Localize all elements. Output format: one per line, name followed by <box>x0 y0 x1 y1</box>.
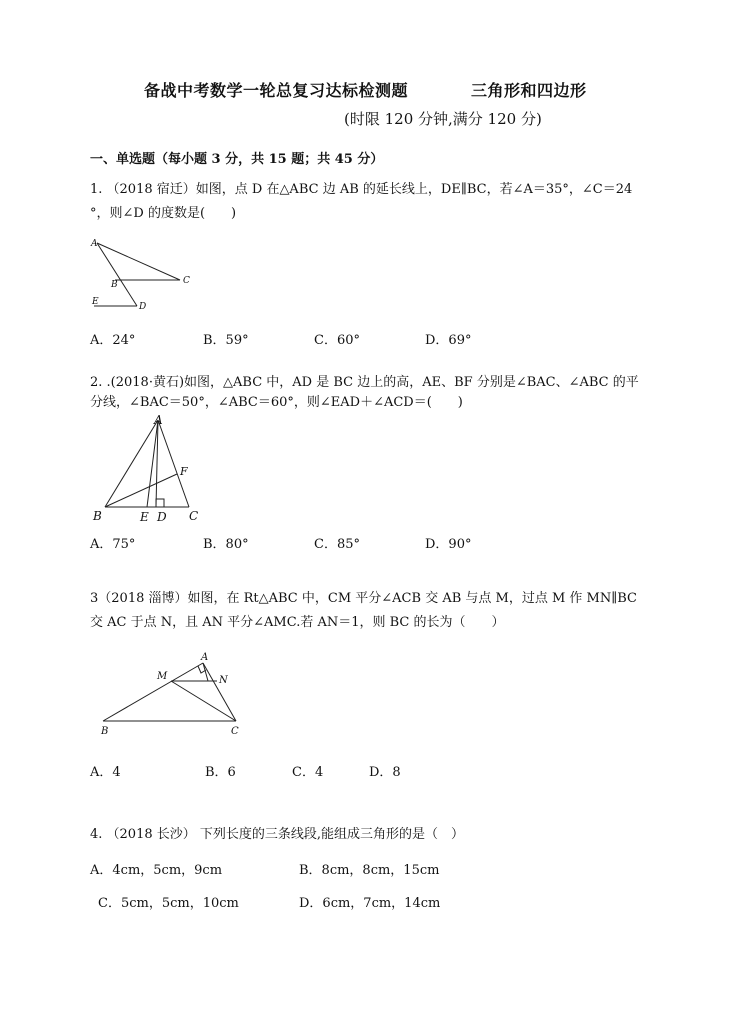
q1-label-d: D <box>139 302 147 312</box>
question-2-option-a[interactable]: A．75° <box>90 537 136 552</box>
question-4-option-b[interactable]: B．8cm，8cm，15cm <box>299 863 440 878</box>
q2-label-d: D <box>157 510 167 524</box>
q3-label-b: B <box>101 726 109 737</box>
exam-subtitle: (时限 120 分钟,满分 120 分) <box>344 110 542 128</box>
question-4-line-1: 4. （2018 长沙） 下列长度的三条线段,能组成三角形的是（ ） <box>90 827 465 842</box>
q3-label-m: M <box>157 671 168 682</box>
question-3-figure <box>95 648 250 740</box>
section-heading: 一、单选题（每小题 3 分，共 15 题；共 45 分） <box>90 152 384 167</box>
question-1-option-b[interactable]: B．59° <box>203 333 249 348</box>
q1-label-c: C <box>183 276 190 286</box>
question-3-line-1: 3（2018 淄博）如图，在 Rt△ABC 中，CM 平分∠ACB 交 AB 与点 M，过点 M 作 MN∥BC <box>90 591 637 606</box>
q3-label-a: A <box>201 652 209 663</box>
question-2-option-d[interactable]: D．90° <box>425 537 472 552</box>
question-3-option-b[interactable]: B．6 <box>205 765 236 780</box>
question-2-line-1: 2. .(2018·黄石)如图，△ABC 中，AD 是 BC 边上的高，AE、BF 分别是∠BAC、∠ABC 的平 <box>90 375 639 390</box>
question-1-option-c[interactable]: C．60° <box>314 333 360 348</box>
q2-label-e: E <box>140 510 149 524</box>
q2-label-f: F <box>180 465 188 478</box>
question-4-option-a[interactable]: A．4cm，5cm，9cm <box>90 863 223 878</box>
question-2-line-2: 分线，∠BAC＝50°，∠ABC＝60°，则∠EAD＋∠ACD＝( ) <box>90 395 463 410</box>
question-1-line-1: 1. （2018 宿迁）如图，点 D 在△ABC 边 AB 的延长线上，DE∥BC，若∠A＝35°，∠C＝24 <box>90 182 633 197</box>
question-3-option-a[interactable]: A．4 <box>90 765 121 780</box>
question-3-line-2: 交 AC 于点 N，且 AN 平分∠AMC.若 AN＝1，则 BC 的长为（ ） <box>90 615 505 630</box>
q2-label-b: B <box>93 509 102 523</box>
question-2-option-b[interactable]: B．80° <box>203 537 249 552</box>
q2-label-a: A <box>154 413 163 427</box>
question-1-figure <box>88 236 198 316</box>
question-3-option-c[interactable]: C．4 <box>292 765 324 780</box>
exam-title: 备战中考数学一轮总复习达标检测题 <box>144 81 409 100</box>
question-1-option-d[interactable]: D．69° <box>425 333 472 348</box>
q3-label-n: N <box>219 675 228 686</box>
question-2-figure <box>88 412 208 527</box>
exam-topic: 三角形和四边形 <box>471 81 587 100</box>
question-3-option-d[interactable]: D．8 <box>369 765 401 780</box>
question-2-option-c[interactable]: C．85° <box>314 537 360 552</box>
question-1-line-2: °，则∠D 的度数是( ) <box>90 206 237 221</box>
q1-label-b: B <box>111 280 118 290</box>
q3-label-c: C <box>231 726 239 737</box>
q2-label-c: C <box>189 509 199 523</box>
q1-label-a: A <box>91 239 98 249</box>
question-4-option-c[interactable]: C．5cm，5cm，10cm <box>98 896 239 911</box>
q1-label-e: E <box>92 297 99 307</box>
question-1-option-a[interactable]: A．24° <box>90 333 136 348</box>
question-4-option-d[interactable]: D．6cm，7cm，14cm <box>299 896 441 911</box>
